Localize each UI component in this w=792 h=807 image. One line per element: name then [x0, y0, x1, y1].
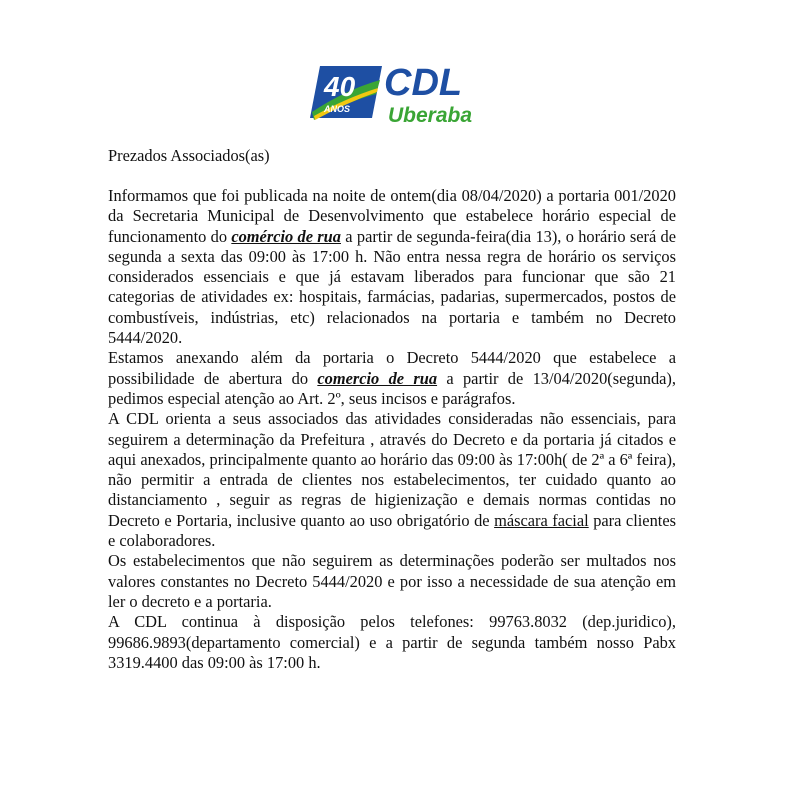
paragraph-multas: Os estabelecimentos que não seguirem as determinações poderão ser multados nos valores constantes no Decreto 5444/2020 e por isso a necessidade de sua atenção em ler o decreto e a portaria.	[108, 551, 676, 611]
badge-number: 40	[324, 71, 356, 102]
text-span: A CDL orienta a seus associados das atividades consideradas não essenciais, para seguirem a determinação da Prefeitura , através do Decreto e da portaria já citados e aqui anexados, principalmente quanto ao horário das 09:00 às 17:00h( de 2ª a 6ª feira), não permitir a entrada de clientes nos estabelecimentos, ter cuidado quanto ao distanciamento , seguir as regras de higienização e demais normas contidas no Decreto e Portaria, inclusive quanto ao uso obrigatório de	[108, 409, 676, 530]
paragraph-contato: A CDL continua à disposição pelos telefones: 99763.8032 (dep.juridico), 99686.9893(departamento comercial) e a partir de segunda também nosso Pabx 3319.4400 das 09:00 às 17:00 h.	[108, 612, 676, 672]
text-span: para clientes e colaboradores.	[108, 510, 676, 551]
city-name: Uberaba	[388, 104, 473, 127]
text-span: Estamos anexando além da portaria o Decreto 5444/2020 que estabelece a possibilidade de abertura do	[108, 348, 676, 388]
badge-label: ANOS	[324, 104, 351, 114]
paragraph-portaria	[108, 186, 676, 348]
text-span: a partir de 13/04/2020(segunda), pedimos especial atenção ao Art. 2º, seus incisos e parágrafos.	[108, 368, 676, 408]
greeting: Prezados Associados(as)	[108, 146, 270, 165]
underline-mascara-facial: máscara facial	[494, 510, 589, 530]
letter-body	[108, 186, 676, 673]
emphasis-comercio-de-rua: comércio de rua	[231, 226, 341, 246]
cdl-logo-graphic	[310, 60, 485, 130]
text-span: a partir de segunda-feira(dia 13), o horário será de segunda a sexta das 09:00 às 17:00 h. Não entra nessa regra de horário os serviços considerados essenciais e que já estavam liberados para funcionar que são 21 categorias de atividades ex: hospitais, farmácias, padarias, supermercados, postos de combustíveis, indústrias, etc) relacionados na portaria e também no Decreto 5444/2020.	[108, 226, 676, 348]
emphasis-comercio-de-rua: comercio de rua	[317, 368, 438, 388]
brand-name: CDL	[384, 62, 463, 104]
cdl-uberaba-logo	[310, 60, 485, 130]
paragraph-decreto	[108, 348, 676, 409]
text-span: Informamos que foi publicada na noite de ontem(dia 08/04/2020) a portaria 001/2020 da Secretaria Municipal de Desenvolvimento que estabelece horário especial de funcionamento do	[108, 186, 676, 246]
paragraph-orientacao	[108, 409, 676, 551]
